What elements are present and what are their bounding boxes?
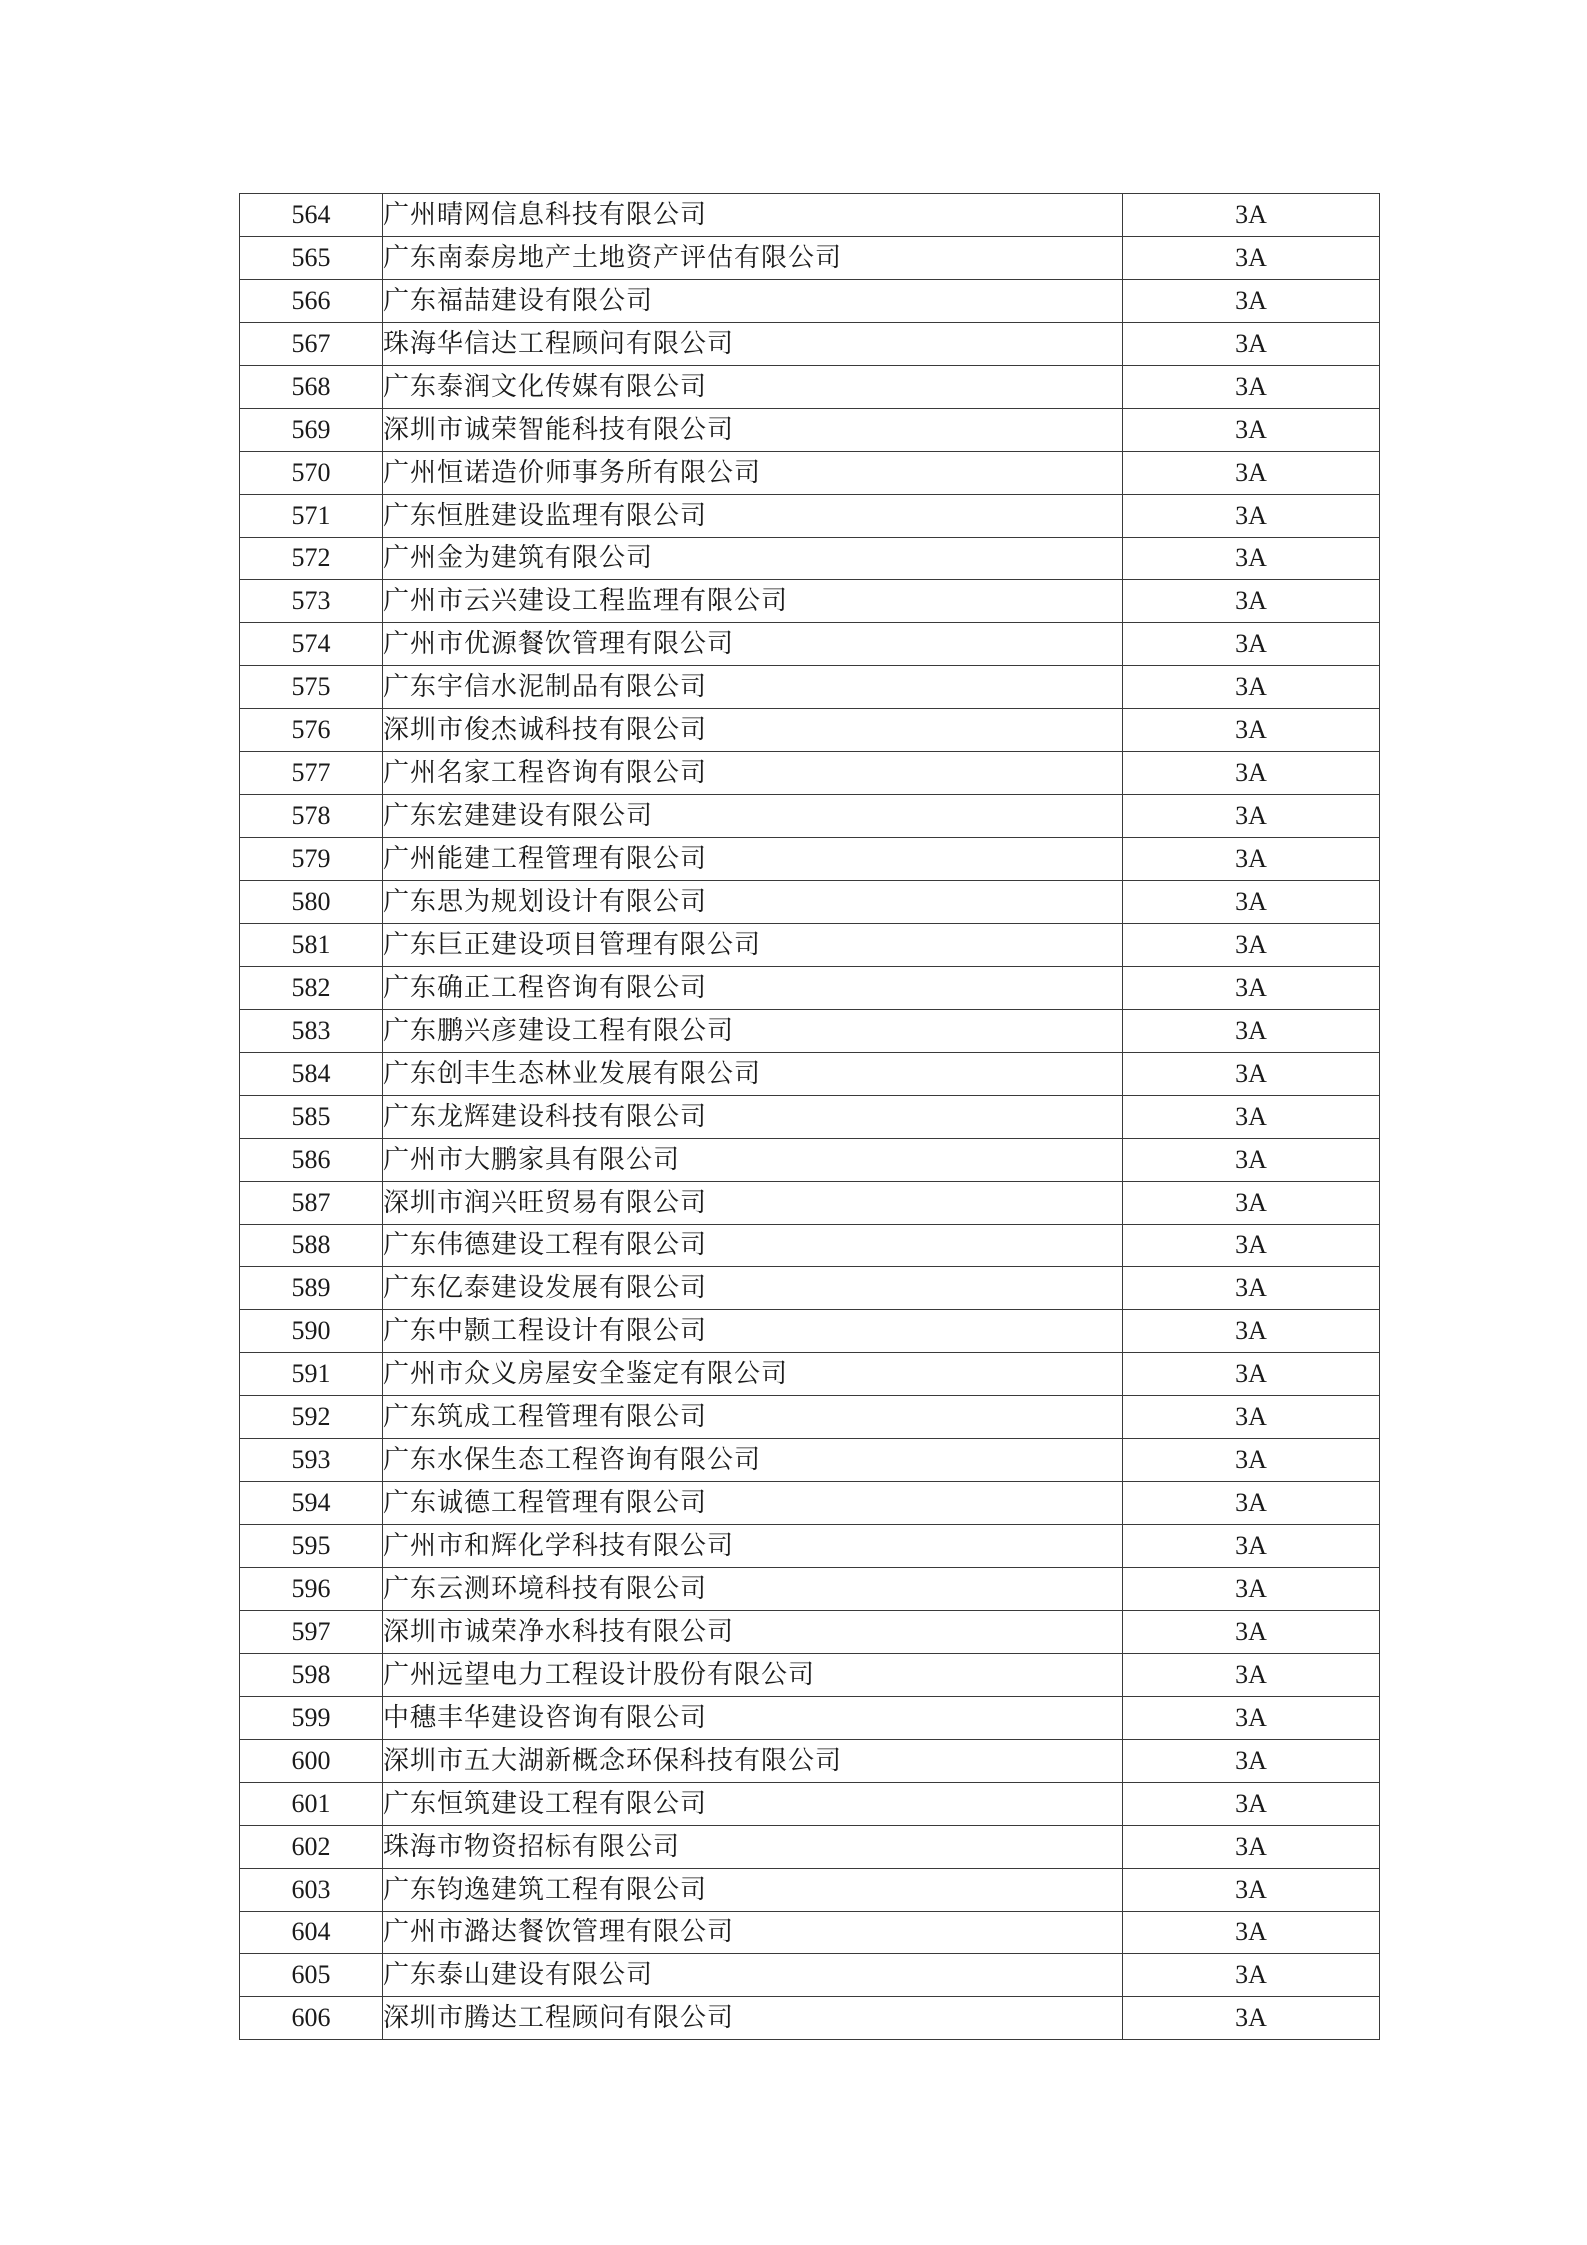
- credit-grade: 3A: [1123, 1052, 1380, 1095]
- table-row: [240, 1009, 1380, 1052]
- credit-grade: 3A: [1123, 1911, 1380, 1954]
- company-name: 广州名家工程咨询有限公司: [383, 752, 1123, 795]
- table-row: [240, 322, 1380, 365]
- company-name: 广东中颢工程设计有限公司: [383, 1310, 1123, 1353]
- company-name: 广东水保生态工程咨询有限公司: [383, 1439, 1123, 1482]
- table-row: [240, 1396, 1380, 1439]
- table-row: [240, 365, 1380, 408]
- credit-grade: 3A: [1123, 451, 1380, 494]
- row-number: 567: [240, 322, 383, 365]
- row-number: 590: [240, 1310, 383, 1353]
- credit-grade: 3A: [1123, 279, 1380, 322]
- row-number: 593: [240, 1439, 383, 1482]
- row-number: 568: [240, 365, 383, 408]
- credit-grade: 3A: [1123, 537, 1380, 580]
- company-name: 广东南泰房地产土地资产评估有限公司: [383, 236, 1123, 279]
- company-name: 广东确正工程咨询有限公司: [383, 966, 1123, 1009]
- row-number: 570: [240, 451, 383, 494]
- table-row: [240, 881, 1380, 924]
- company-name: 深圳市诚荣净水科技有限公司: [383, 1610, 1123, 1653]
- company-name: 广东伟德建设工程有限公司: [383, 1224, 1123, 1267]
- row-number: 598: [240, 1653, 383, 1696]
- table-row: [240, 537, 1380, 580]
- row-number: 591: [240, 1353, 383, 1396]
- table-row: [240, 1610, 1380, 1653]
- credit-grade: 3A: [1123, 838, 1380, 881]
- table-row: [240, 1782, 1380, 1825]
- credit-rating-table: [239, 193, 1380, 2040]
- table-row: [240, 451, 1380, 494]
- credit-grade: 3A: [1123, 1224, 1380, 1267]
- credit-grade: 3A: [1123, 1568, 1380, 1611]
- credit-grade: 3A: [1123, 1396, 1380, 1439]
- row-number: 579: [240, 838, 383, 881]
- row-number: 582: [240, 966, 383, 1009]
- credit-grade: 3A: [1123, 1696, 1380, 1739]
- table-row: [240, 666, 1380, 709]
- table-row: [240, 1095, 1380, 1138]
- row-number: 575: [240, 666, 383, 709]
- credit-grade: 3A: [1123, 1095, 1380, 1138]
- row-number: 588: [240, 1224, 383, 1267]
- credit-grade: 3A: [1123, 1310, 1380, 1353]
- credit-grade: 3A: [1123, 1782, 1380, 1825]
- row-number: 592: [240, 1396, 383, 1439]
- company-name: 中穗丰华建设咨询有限公司: [383, 1696, 1123, 1739]
- company-name: 广东泰润文化传媒有限公司: [383, 365, 1123, 408]
- credit-grade: 3A: [1123, 966, 1380, 1009]
- company-name: 广州远望电力工程设计股份有限公司: [383, 1653, 1123, 1696]
- company-name: 广州市大鹏家具有限公司: [383, 1138, 1123, 1181]
- credit-grade: 3A: [1123, 1181, 1380, 1224]
- credit-grade: 3A: [1123, 923, 1380, 966]
- credit-grade: 3A: [1123, 752, 1380, 795]
- table-row: [240, 279, 1380, 322]
- table-row: [240, 1911, 1380, 1954]
- credit-grade: 3A: [1123, 1439, 1380, 1482]
- table-row: [240, 1439, 1380, 1482]
- credit-grade: 3A: [1123, 1138, 1380, 1181]
- credit-grade: 3A: [1123, 322, 1380, 365]
- credit-grade: 3A: [1123, 1739, 1380, 1782]
- row-number: 589: [240, 1267, 383, 1310]
- credit-grade: 3A: [1123, 1482, 1380, 1525]
- row-number: 580: [240, 881, 383, 924]
- table-row: [240, 923, 1380, 966]
- credit-grade: 3A: [1123, 1525, 1380, 1568]
- credit-grade: 3A: [1123, 494, 1380, 537]
- table-row: [240, 1739, 1380, 1782]
- table-row: [240, 194, 1380, 237]
- table-row: [240, 1353, 1380, 1396]
- company-name: 广东宏建建设有限公司: [383, 795, 1123, 838]
- company-name: 广州晴网信息科技有限公司: [383, 194, 1123, 237]
- company-name: 深圳市润兴旺贸易有限公司: [383, 1181, 1123, 1224]
- table-row: [240, 966, 1380, 1009]
- credit-grade: 3A: [1123, 666, 1380, 709]
- row-number: 565: [240, 236, 383, 279]
- company-name: 广州市云兴建设工程监理有限公司: [383, 580, 1123, 623]
- table-row: [240, 795, 1380, 838]
- credit-grade: 3A: [1123, 194, 1380, 237]
- table-row: [240, 1224, 1380, 1267]
- company-name: 广东云测环境科技有限公司: [383, 1568, 1123, 1611]
- company-name: 广州能建工程管理有限公司: [383, 838, 1123, 881]
- row-number: 603: [240, 1868, 383, 1911]
- credit-grade: 3A: [1123, 1653, 1380, 1696]
- row-number: 602: [240, 1825, 383, 1868]
- credit-grade: 3A: [1123, 1825, 1380, 1868]
- credit-grade: 3A: [1123, 1997, 1380, 2040]
- credit-grade: 3A: [1123, 580, 1380, 623]
- row-number: 595: [240, 1525, 383, 1568]
- row-number: 597: [240, 1610, 383, 1653]
- credit-grade: 3A: [1123, 1267, 1380, 1310]
- row-number: 586: [240, 1138, 383, 1181]
- company-name: 广东钧逸建筑工程有限公司: [383, 1868, 1123, 1911]
- credit-grade: 3A: [1123, 1954, 1380, 1997]
- credit-grade: 3A: [1123, 1868, 1380, 1911]
- row-number: 578: [240, 795, 383, 838]
- company-name: 广东诚德工程管理有限公司: [383, 1482, 1123, 1525]
- row-number: 564: [240, 194, 383, 237]
- row-number: 577: [240, 752, 383, 795]
- table-row: [240, 623, 1380, 666]
- company-name: 广东创丰生态林业发展有限公司: [383, 1052, 1123, 1095]
- row-number: 583: [240, 1009, 383, 1052]
- company-name: 广州市潞达餐饮管理有限公司: [383, 1911, 1123, 1954]
- table-row: [240, 1138, 1380, 1181]
- credit-grade: 3A: [1123, 1009, 1380, 1052]
- row-number: 574: [240, 623, 383, 666]
- row-number: 573: [240, 580, 383, 623]
- row-number: 601: [240, 1782, 383, 1825]
- company-name: 深圳市诚荣智能科技有限公司: [383, 408, 1123, 451]
- company-name: 广州恒诺造价师事务所有限公司: [383, 451, 1123, 494]
- credit-grade: 3A: [1123, 365, 1380, 408]
- table-row: [240, 1868, 1380, 1911]
- credit-grade: 3A: [1123, 623, 1380, 666]
- credit-grade: 3A: [1123, 1353, 1380, 1396]
- row-number: 587: [240, 1181, 383, 1224]
- company-name: 深圳市俊杰诚科技有限公司: [383, 709, 1123, 752]
- table-row: [240, 1267, 1380, 1310]
- row-number: 569: [240, 408, 383, 451]
- row-number: 606: [240, 1997, 383, 2040]
- table-row: [240, 1482, 1380, 1525]
- table-row: [240, 408, 1380, 451]
- company-name: 广州金为建筑有限公司: [383, 537, 1123, 580]
- company-name: 珠海华信达工程顾问有限公司: [383, 322, 1123, 365]
- company-name: 广东巨正建设项目管理有限公司: [383, 923, 1123, 966]
- credit-grade: 3A: [1123, 408, 1380, 451]
- table-row: [240, 1525, 1380, 1568]
- company-name: 广东鹏兴彦建设工程有限公司: [383, 1009, 1123, 1052]
- row-number: 600: [240, 1739, 383, 1782]
- table-row: [240, 236, 1380, 279]
- company-name: 广东亿泰建设发展有限公司: [383, 1267, 1123, 1310]
- company-name: 广东龙辉建设科技有限公司: [383, 1095, 1123, 1138]
- table-row: [240, 1825, 1380, 1868]
- table-row: [240, 1696, 1380, 1739]
- table-row: [240, 1181, 1380, 1224]
- row-number: 566: [240, 279, 383, 322]
- table-row: [240, 1954, 1380, 1997]
- company-name: 深圳市五大湖新概念环保科技有限公司: [383, 1739, 1123, 1782]
- company-name: 广东恒筑建设工程有限公司: [383, 1782, 1123, 1825]
- company-name: 广东恒胜建设监理有限公司: [383, 494, 1123, 537]
- company-name: 广州市优源餐饮管理有限公司: [383, 623, 1123, 666]
- credit-grade: 3A: [1123, 1610, 1380, 1653]
- row-number: 604: [240, 1911, 383, 1954]
- company-name: 珠海市物资招标有限公司: [383, 1825, 1123, 1868]
- company-name: 深圳市腾达工程顾问有限公司: [383, 1997, 1123, 2040]
- row-number: 596: [240, 1568, 383, 1611]
- row-number: 605: [240, 1954, 383, 1997]
- company-name: 广东宇信水泥制品有限公司: [383, 666, 1123, 709]
- row-number: 584: [240, 1052, 383, 1095]
- table-row: [240, 1653, 1380, 1696]
- table-row: [240, 1052, 1380, 1095]
- company-name: 广东筑成工程管理有限公司: [383, 1396, 1123, 1439]
- company-name: 广东思为规划设计有限公司: [383, 881, 1123, 924]
- company-name: 广东福喆建设有限公司: [383, 279, 1123, 322]
- company-name: 广州市和辉化学科技有限公司: [383, 1525, 1123, 1568]
- credit-grade: 3A: [1123, 236, 1380, 279]
- table-body: [240, 194, 1380, 2040]
- row-number: 599: [240, 1696, 383, 1739]
- credit-grade: 3A: [1123, 881, 1380, 924]
- row-number: 571: [240, 494, 383, 537]
- table-row: [240, 1310, 1380, 1353]
- row-number: 576: [240, 709, 383, 752]
- credit-grade: 3A: [1123, 795, 1380, 838]
- table-row: [240, 1568, 1380, 1611]
- table-row: [240, 1997, 1380, 2040]
- row-number: 585: [240, 1095, 383, 1138]
- table-row: [240, 752, 1380, 795]
- table-row: [240, 494, 1380, 537]
- company-name: 广州市众义房屋安全鉴定有限公司: [383, 1353, 1123, 1396]
- row-number: 572: [240, 537, 383, 580]
- row-number: 594: [240, 1482, 383, 1525]
- table-row: [240, 580, 1380, 623]
- credit-grade: 3A: [1123, 709, 1380, 752]
- table-row: [240, 709, 1380, 752]
- row-number: 581: [240, 923, 383, 966]
- table-row: [240, 838, 1380, 881]
- company-name: 广东泰山建设有限公司: [383, 1954, 1123, 1997]
